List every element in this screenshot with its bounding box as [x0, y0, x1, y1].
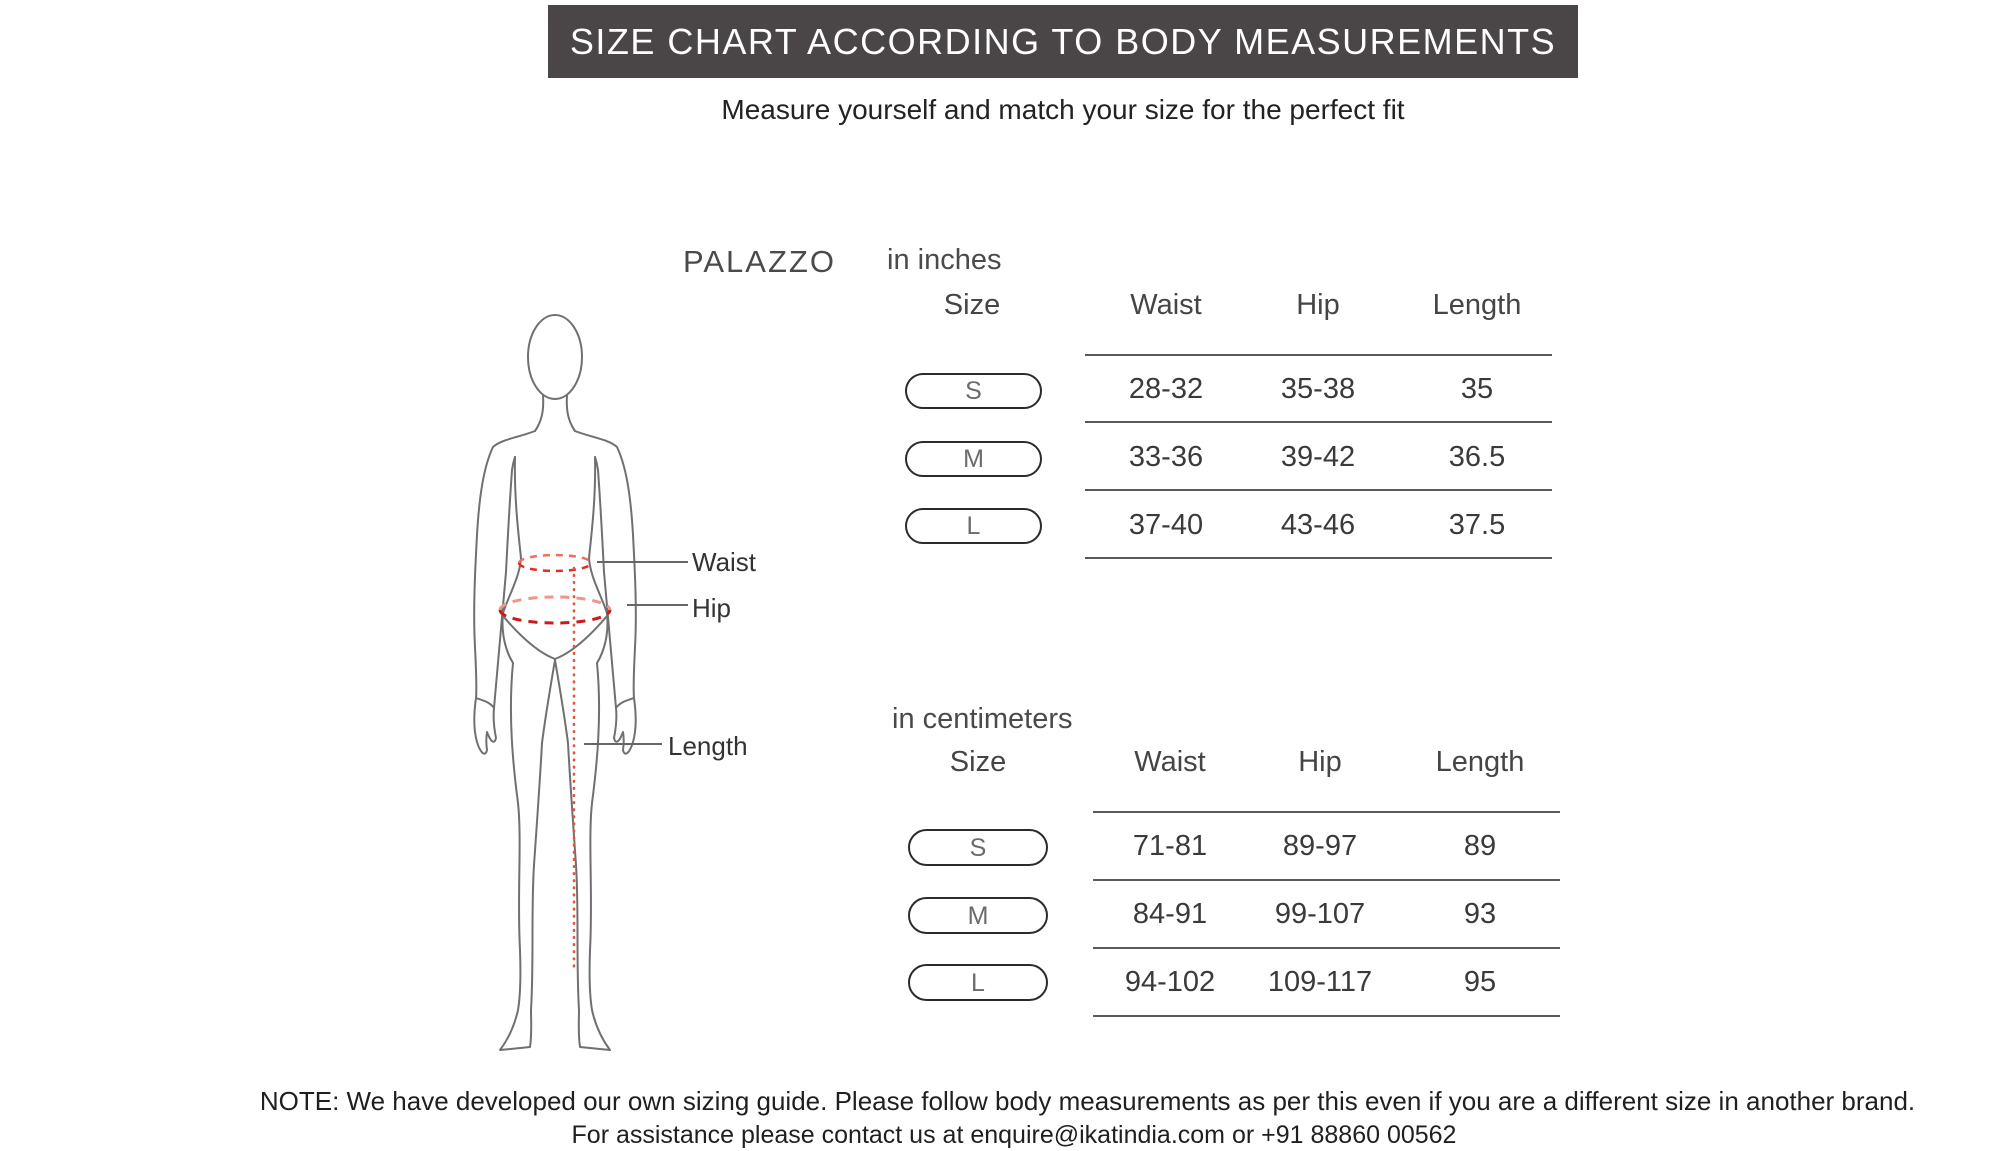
table-cell: 95 [1463, 966, 1497, 998]
cm-table-unit-label: in centimeters [892, 703, 1073, 735]
table-cell: 33-36 [1128, 441, 1204, 473]
body-figure-svg [430, 300, 830, 1060]
sizing-note: NOTE: We have developed our own sizing guide. Please follow body measurements as per this even if you are a different size in another brand. [259, 1086, 1916, 1116]
inches-header-length: Length [1432, 289, 1522, 321]
page-subtitle: Measure yourself and match your size for the perfect fit [721, 94, 1405, 125]
inches-header-hip: Hip [1296, 289, 1340, 321]
inches-header-size: Size [943, 289, 1001, 321]
size-badge-m: M [908, 897, 1048, 934]
table-rule [1085, 557, 1552, 559]
table-cell: 39-42 [1280, 441, 1356, 473]
table-cell: 94-102 [1124, 966, 1216, 998]
table-rule [1085, 421, 1552, 423]
body-outline [474, 315, 636, 1050]
table-cell: 37.5 [1448, 509, 1506, 541]
table-cell: 89 [1463, 830, 1497, 862]
cm-header-hip: Hip [1298, 746, 1342, 778]
header-banner [548, 5, 1578, 78]
waist-label: Waist [692, 547, 757, 577]
table-cell: 36.5 [1448, 441, 1506, 473]
cm-header-size: Size [949, 746, 1007, 778]
table-rule [1093, 1015, 1560, 1017]
table-rule [1093, 947, 1560, 949]
size-badge-s: S [908, 829, 1048, 866]
table-cell: 89-97 [1282, 830, 1358, 862]
size-badge-l: L [905, 508, 1042, 544]
table-cell: 71-81 [1132, 830, 1208, 862]
size-badge-l: L [908, 964, 1048, 1001]
size-badge-s: S [905, 373, 1042, 409]
inches-header-waist: Waist [1130, 289, 1202, 321]
table-cell: 99-107 [1274, 898, 1366, 930]
size-badge-m: M [905, 441, 1042, 477]
waist-measure-ellipse [519, 555, 591, 571]
inches-table-unit-label: in inches [887, 244, 1002, 276]
table-cell: 37-40 [1128, 509, 1204, 541]
table-rule [1093, 811, 1560, 813]
table-rule [1085, 354, 1552, 356]
page-title: SIZE CHART ACCORDING TO BODY MEASUREMENTS [569, 20, 1557, 62]
table-cell: 43-46 [1280, 509, 1356, 541]
table-rule [1085, 489, 1552, 491]
cm-header-length: Length [1435, 746, 1525, 778]
table-cell: 93 [1463, 898, 1497, 930]
assistance-contact: For assistance please contact us at enquire@ikatindia.com or +91 88860 00562 [571, 1121, 1457, 1149]
hip-label: Hip [692, 593, 732, 623]
table-cell: 84-91 [1132, 898, 1208, 930]
table-cell: 109-117 [1267, 966, 1373, 998]
hip-measure-ellipse [500, 597, 610, 623]
table-rule [1093, 879, 1560, 881]
length-label: Length [668, 731, 748, 761]
table-cell: 28-32 [1128, 373, 1204, 405]
cm-header-waist: Waist [1134, 746, 1206, 778]
table-cell: 35-38 [1280, 373, 1356, 405]
body-figure-illustration [430, 300, 830, 1060]
product-name: PALAZZO [683, 244, 836, 279]
table-cell: 35 [1460, 373, 1494, 405]
